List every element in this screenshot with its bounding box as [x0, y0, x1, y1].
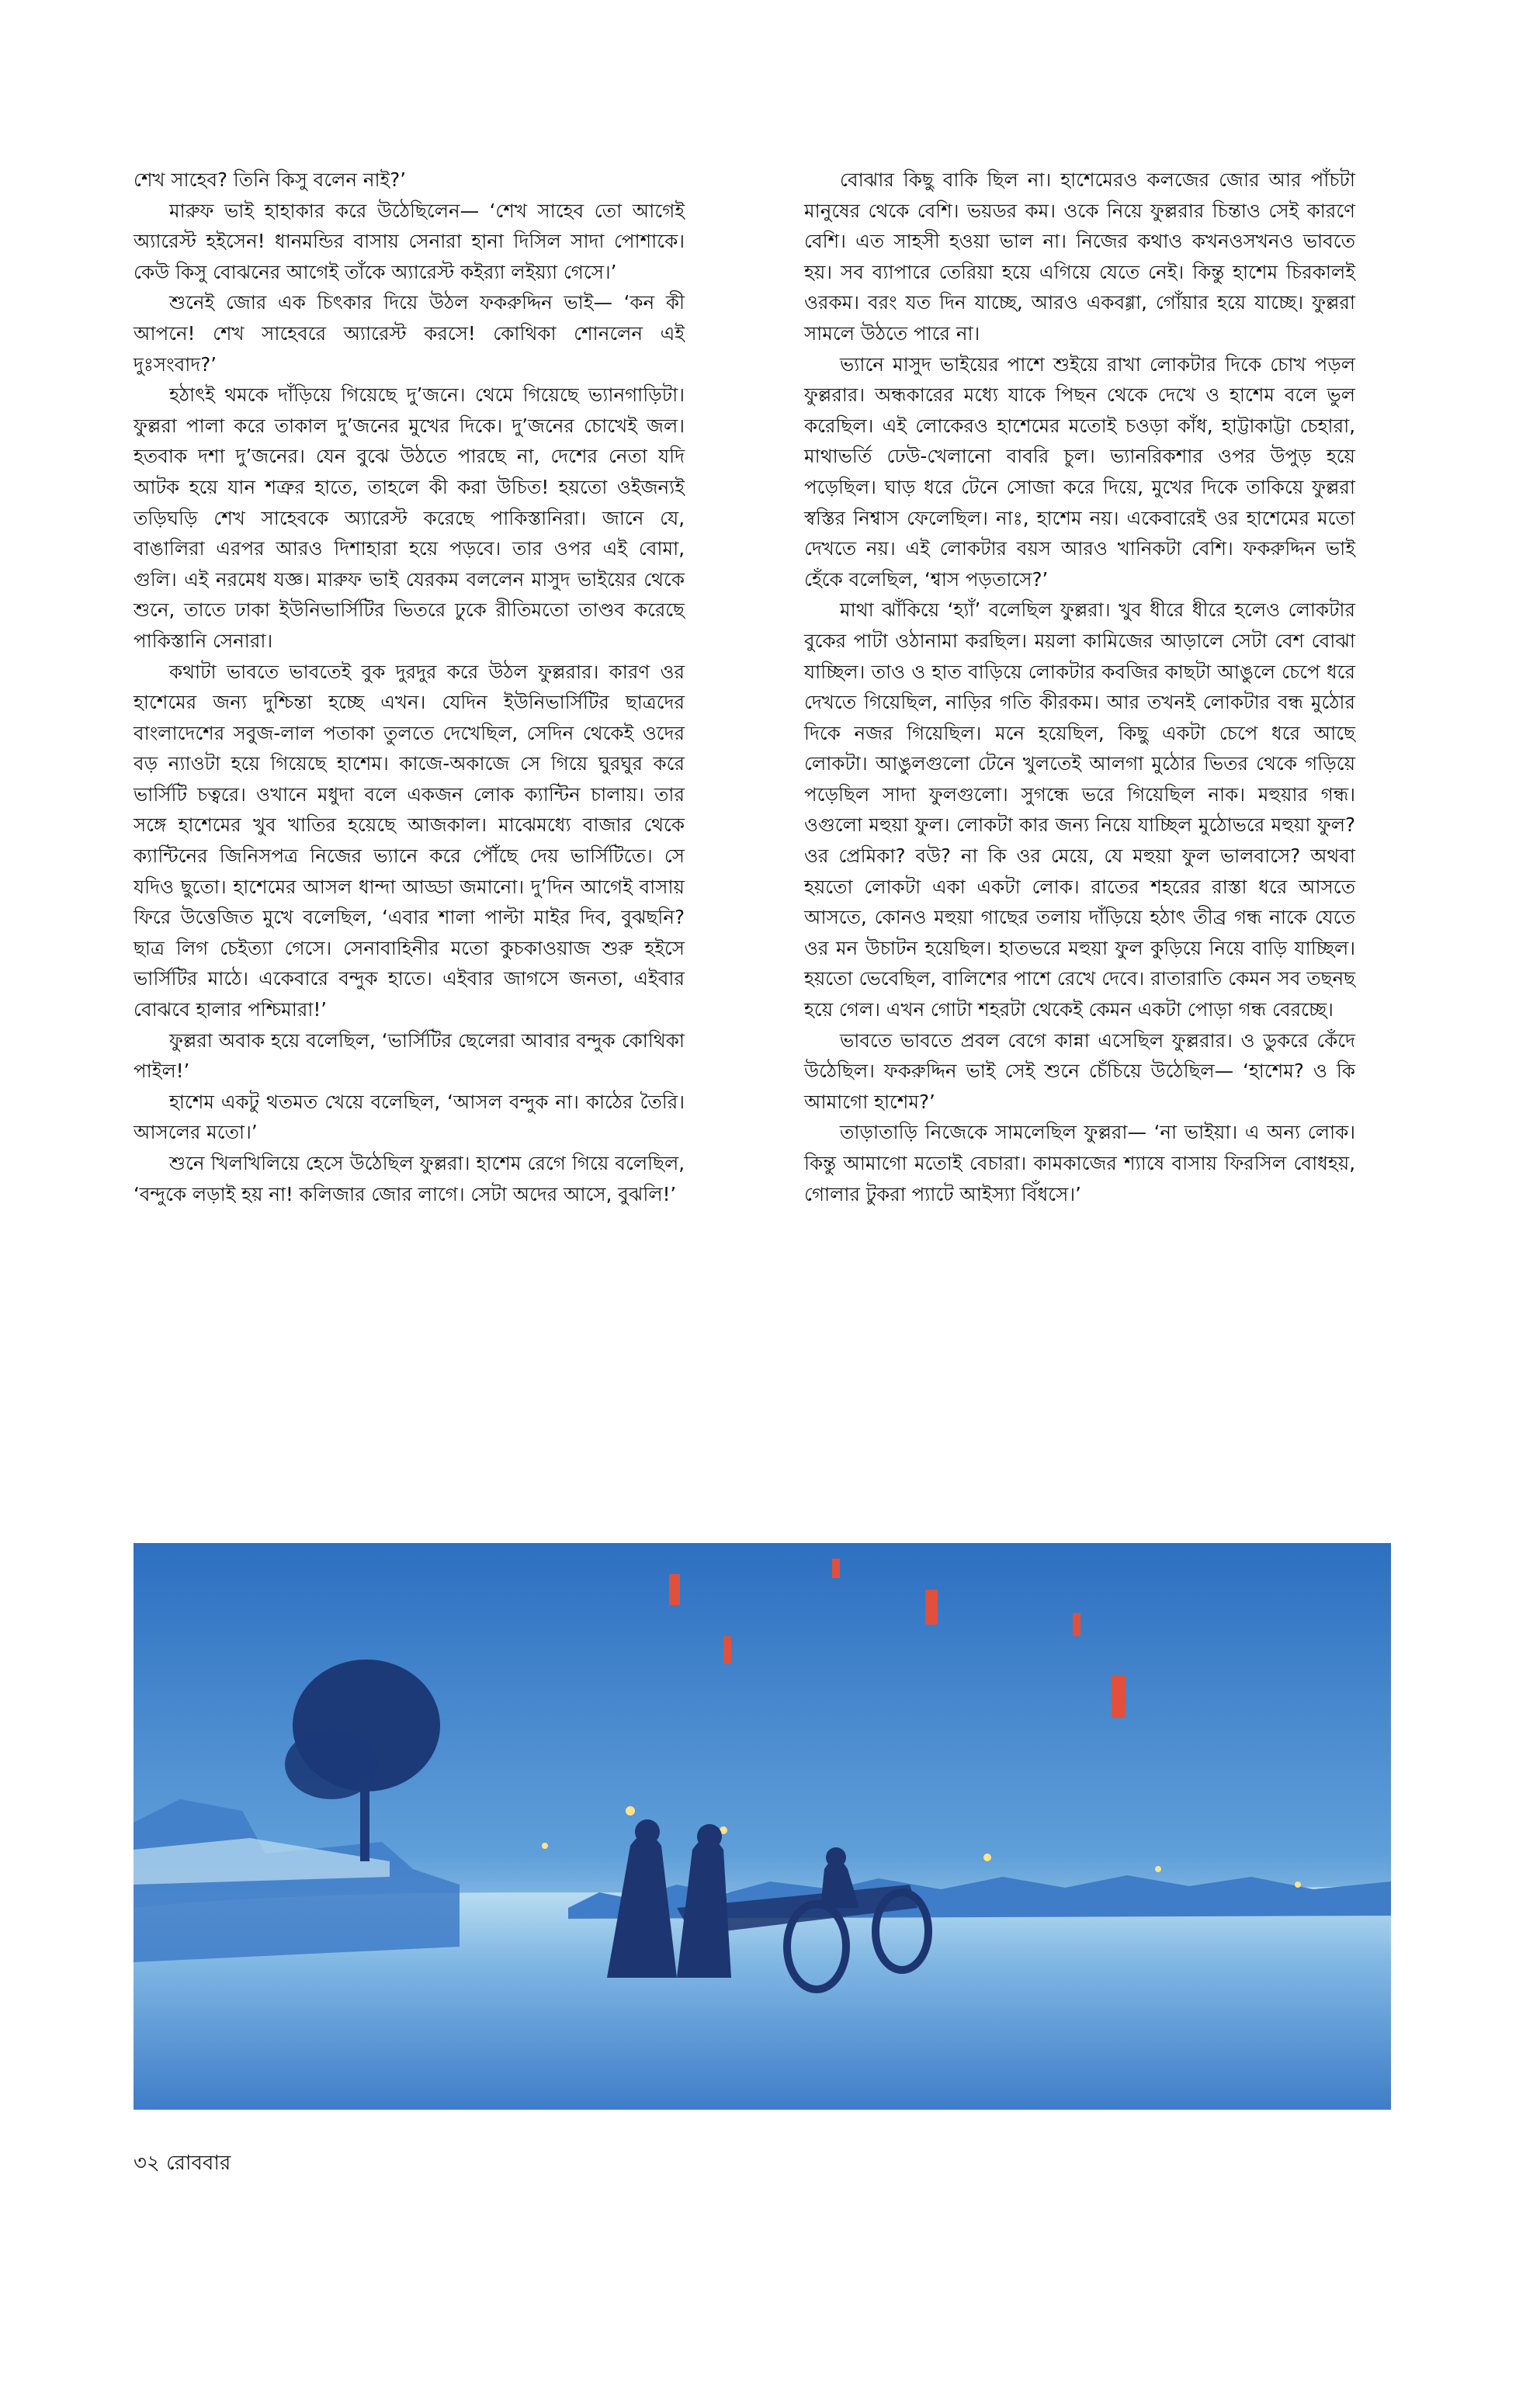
paragraph: ফুল্লরা অবাক হয়ে বলেছিল, ‘ভার্সিটির ছেলেরা আবার বন্দুক কোথিকা পাইল!’: [134, 1028, 685, 1083]
story-illustration: [134, 1543, 1391, 2110]
ember: [832, 1559, 840, 1578]
ember: [723, 1636, 731, 1663]
spark: [1295, 1881, 1301, 1888]
spark: [626, 1806, 635, 1816]
paragraph: তাড়াতাড়ি নিজেকে সামলেছিল ফুল্লরা— ‘না ভাইয়া। এ অন্য লোক। কিন্তু আমাগো মতোই বেচারা। কামকাজের শ্যাষে বাসায় ফিরসিল বোধহয়, গোলার টুকরা প্যাটে আইস্যা বিঁধসে।’: [804, 1121, 1355, 1205]
figure-head: [826, 1847, 846, 1868]
paragraph: শেখ সাহেব? তিনি কিসু বলেন নাই?’: [134, 168, 407, 191]
paragraph: হাশেম একটু থতমত খেয়ে বলেছিল, ‘আসল বন্দুক না। কাঠের তৈরি। আসলের মতো।’: [134, 1090, 685, 1144]
paragraph: ভ্যানে মাসুদ ভাইয়ের পাশে শুইয়ে রাখা লোকটার দিকে চোখ পড়ল ফুল্লরার। অন্ধকারের মধ্যে যাকে পিছন থেকে দেখে ও হাশেম বলে ভুল করেছিল। এই লোকেরও হাশেমের মতোই চওড়া কাঁধ, হাট্টাকাট্টা চেহারা, মাথাভর্তি ঢেউ-খেলানো বাবরি চুল। ভ্যানরিকশার ওপর উপুড় হয়ে পড়েছিল। ঘাড় ধরে টেনে সোজা করে দিয়ে, মুখের দিকে তাকিয়ে ফুল্লরা স্বস্তির নিশ্বাস ফেলেছিল। নাঃ, হাশেম নয়। একেবারেই ওর হাশেমের মতো দেখতে নয়। এই লোকটার বয়স আরও খানিকটা বেশি। ফকরুদ্দিন ভাই হেঁকে বলেছিল, ‘শ্বাস পড়তাসে?’: [804, 352, 1355, 591]
article-column-right: [804, 165, 1355, 1209]
spark: [542, 1843, 548, 1849]
ember: [669, 1574, 680, 1605]
paragraph: বোঝার কিছু বাকি ছিল না। হাশেমেরও কলজের জোর আর পাঁচটা মানুষের থেকে বেশি। ভয়ডর কম। ওকে নিয়ে ফুল্লরার চিন্তাও সেই কারণে বেশি। এত সাহসী হওয়া ভাল না। নিজের কথাও কখনওসখনও ভাবতে হয়। সব ব্যাপারে তেরিয়া হয়ে এগিয়ে যেতে নেই। কিন্তু হাশেম চিরকালই ওরকম। বরং যত দিন যাচ্ছে, আরও একবগ্গা, গোঁয়ার হয়ে যাচ্ছে। ফুল্লরা সামলে উঠতে পারে না।: [804, 168, 1355, 345]
ember: [1112, 1675, 1126, 1718]
paragraph: কথাটা ভাবতে ভাবতেই বুক দুরদুর করে উঠল ফুল্লরার। কারণ ওর হাশেমের জন্য দুশ্চিন্তা হচ্ছে এখন। যেদিন ইউনিভার্সিটির ছাত্রদের বাংলাদেশের সবুজ-লাল পতাকা তুলতে দেখেছিল, সেদিন থেকেই ওদের বড় ন্যাওটা হয়ে গিয়েছে হাশেম। কাজে-অকাজে সে গিয়ে ঘুরঘুর করে ভার্সিটি চত্বরে। ওখানে মধুদা বলে একজন লোক ক্যান্টিন চালায়। তার সঙ্গে হাশেমের খুব খাতির হয়েছে আজকাল। মাঝেমধ্যে বাজার থেকে ক্যান্টিনের জিনিসপত্র নিজের ভ্যানে করে পৌঁছে দেয় ভার্সিটিতে। সে যদিও ছুতো। হাশেমের আসল ধান্দা আড্ডা জমানো। দু’দিন আগেই বাসায় ফিরে উত্তেজিত মুখে বলেছিল, ‘এবার শালা পাল্টা মাইর দিব, বুঝছনি? ছাত্র লিগ চেইত্যা গেসে। সেনাবাহিনীর মতো কুচকাওয়াজ শুরু হইসে ভার্সিটির মাঠে। একেবারে বন্দুক হাতে। এইবার জাগসে জনতা, এইবার বোঝবে হালার পশ্চিমারা!’: [134, 660, 685, 1021]
paragraph: শুনে খিলখিলিয়ে হেসে উঠেছিল ফুল্লরা। হাশেম রেগে গিয়ে বলেছিল, ‘বন্দুকে লড়াই হয় না! কলিজার জোর লাগে। সেটা অদের আসে, বুঝলি!’: [134, 1152, 685, 1205]
paragraph: মারুফ ভাই হাহাকার করে উঠেছিলেন— ‘শেখ সাহেব তো আগেই অ্যারেস্ট হইসেন! ধানমন্ডির বাসায় সেনারা হানা দিসিল সাদা পোশাকে। কেউ কিসু বোঝনের আগেই তাঁকে অ্যারেস্ট কইর‍্যা লইয়্যা গেসে।’: [134, 199, 685, 283]
article-column-left: [134, 165, 685, 1209]
ember: [1073, 1613, 1080, 1636]
paragraph: ভাবতে ভাবতে প্রবল বেগে কান্না এসেছিল ফুল্লরার। ও ডুকরে কেঁদে উঠেছিল। ফকরুদ্দিন ভাই সেই শুনে চেঁচিয়ে উঠেছিল— ‘হাশেম? ও কি আমাগো হাশেম?’: [804, 1028, 1355, 1113]
paragraph: হঠাৎই থমকে দাঁড়িয়ে গিয়েছে দু’জনে। থেমে গিয়েছে ভ্যানগাড়িটা। ফুল্লরা পালা করে তাকাল দু’জনের মুখের দিকে। দু’জনের চোখেই জল। হতবাক দশা দু’জনের। যেন বুঝে উঠতে পারছে না, দেশের নেতা যদি আটক হয়ে যান শত্রুর হাতে, তাহলে কী করা উচিত! হয়তো ওইজন্যই তড়িঘড়ি শেখ সাহেবকে অ্যারেস্ট করেছে পাকিস্তানিরা। জানে যে, বাঙালিরা এরপর আরও দিশাহারা হয়ে পড়বে। তার ওপর এই বোমা, গুলি। এই নরমেধ যজ্ঞ। মারুফ ভাই যেরকম বললেন মাসুদ ভাইয়ের থেকে শুনে, তাতে ঢাকা ইউনিভার্সিটির ভিতরে ঢুকে রীতিমতো তাণ্ডব করেছে পাকিস্তানি সেনারা।: [134, 383, 685, 652]
figure-head: [635, 1819, 660, 1844]
page-folio: ৩২ রোববার: [134, 2152, 231, 2175]
tree-trunk: [360, 1776, 369, 1861]
figure-head: [697, 1824, 722, 1849]
night-street-illustration: [134, 1543, 1391, 2110]
ember: [925, 1590, 938, 1625]
spark: [1155, 1866, 1161, 1872]
spark: [983, 1854, 991, 1861]
paragraph: মাথা ঝাঁকিয়ে ‘হ্যাঁ’ বলেছিল ফুল্লরা। খুব ধীরে ধীরে হলেও লোকটার বুকের পাটা ওঠানামা করছিল। ময়লা কামিজের আড়ালে সেটা বেশ বোঝা যাচ্ছিল। তাও ও হাত বাড়িয়ে লোকটার কবজির কাছটা আঙুলে চেপে ধরে দেখতে গিয়েছিল, নাড়ির গতি কীরকম। আর তখনই লোকটার বন্ধ মুঠোর দিকে নজর গিয়েছিল। মনে হয়েছিল, কিছু একটা চেপে ধরে আছে লোকটা। আঙুলগুলো টেনে খুলতেই আলগা মুঠোর ভিতর থেকে গড়িয়ে পড়েছিল সাদা ফুলগুলো। সুগন্ধে ভরে গিয়েছিল নাক। মহুয়ার গন্ধ। ওগুলো মহুয়া ফুল। লোকটা কার জন্য নিয়ে যাচ্ছিল মুঠোভরে মহুয়া ফুল? ওর প্রেমিকা? বউ? না কি ওর মেয়ে, যে মহুয়া ফুল ভালবাসে? অথবা হয়তো লোকটা একা একটা লোক। রাতের শহরের রাস্তা ধরে আসতে আসতে, কোনও মহুয়া গাছের তলায় দাঁড়িয়ে হঠাৎ তীব্র গন্ধ নাকে যেতে ওর মন উচাটন হয়েছিল। হাতভরে মহুয়া ফুল কুড়িয়ে নিয়ে বাড়ি যাচ্ছিল। হয়তো ভেবেছিল, বালিশের পাশে রেখে দেবে। রাতারাতি কেমন সব তছনছ হয়ে গেল। এখন গোটা শহরটা থেকেই কেমন একটা পোড়া গন্ধ বেরচ্ছে।: [804, 598, 1355, 1021]
paragraph: শুনেই জোর এক চিৎকার দিয়ে উঠল ফকরুদ্দিন ভাই— ‘কন কী আপনে! শেখ সাহেবরে অ্যারেস্ট করসে! কোথিকা শোনলেন এই দুঃসংবাদ?’: [134, 291, 685, 376]
